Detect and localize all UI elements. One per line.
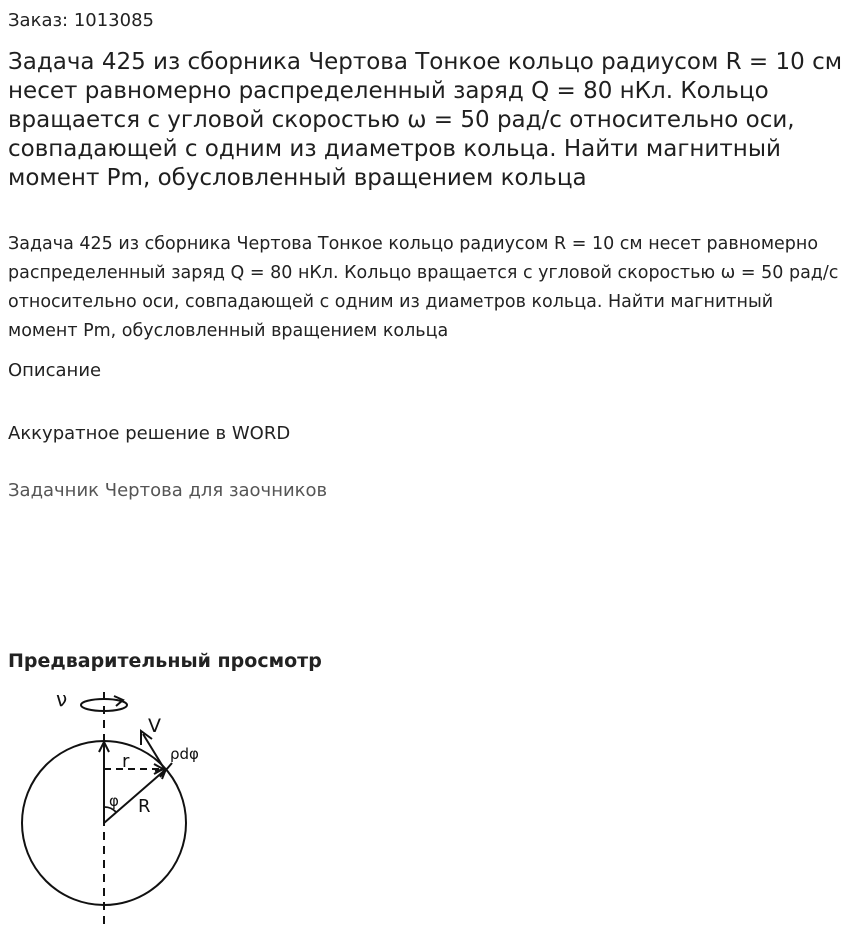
solution-note: Аккуратное решение в WORD: [8, 423, 291, 444]
ring-diagram: [10, 684, 210, 929]
task-title: Задача 425 из сборника Чертова Тонкое кольцо радиусом R = 10 см несет равномерно распределенный заряд Q = 80 нКл. Кольцо вращается с угловой скоростью ω = 50 рад/с относительно оси, совпадающей с одним из диаметров кольца. Найти магнитный момент Pm, обусловленный вращением кольца: [8, 49, 843, 191]
nu-label: ν: [56, 687, 68, 711]
r-big-label: R: [138, 796, 151, 817]
book-link[interactable]: Задачник Чертова для заочников: [8, 480, 328, 501]
v-label: V: [148, 715, 161, 737]
r-small-label: r: [122, 751, 130, 772]
preview-image: [10, 684, 210, 929]
description-label: Описание: [8, 360, 102, 381]
phi-label: φ: [109, 792, 119, 810]
task-description: Задача 425 из сборника Чертова Тонкое кольцо радиусом R = 10 см несет равномерно распределенный заряд Q = 80 нКл. Кольцо вращается с угловой скоростью ω = 50 рад/с относительно оси, совпадающей с одним из диаметров кольца. Найти магнитный момент Pm, обусловленный вращением кольца: [8, 234, 839, 341]
rho-dphi-label: ρdφ: [170, 745, 199, 763]
preview-heading: Предварительный просмотр: [8, 650, 322, 672]
order-number: Заказ: 1013085: [8, 10, 154, 31]
